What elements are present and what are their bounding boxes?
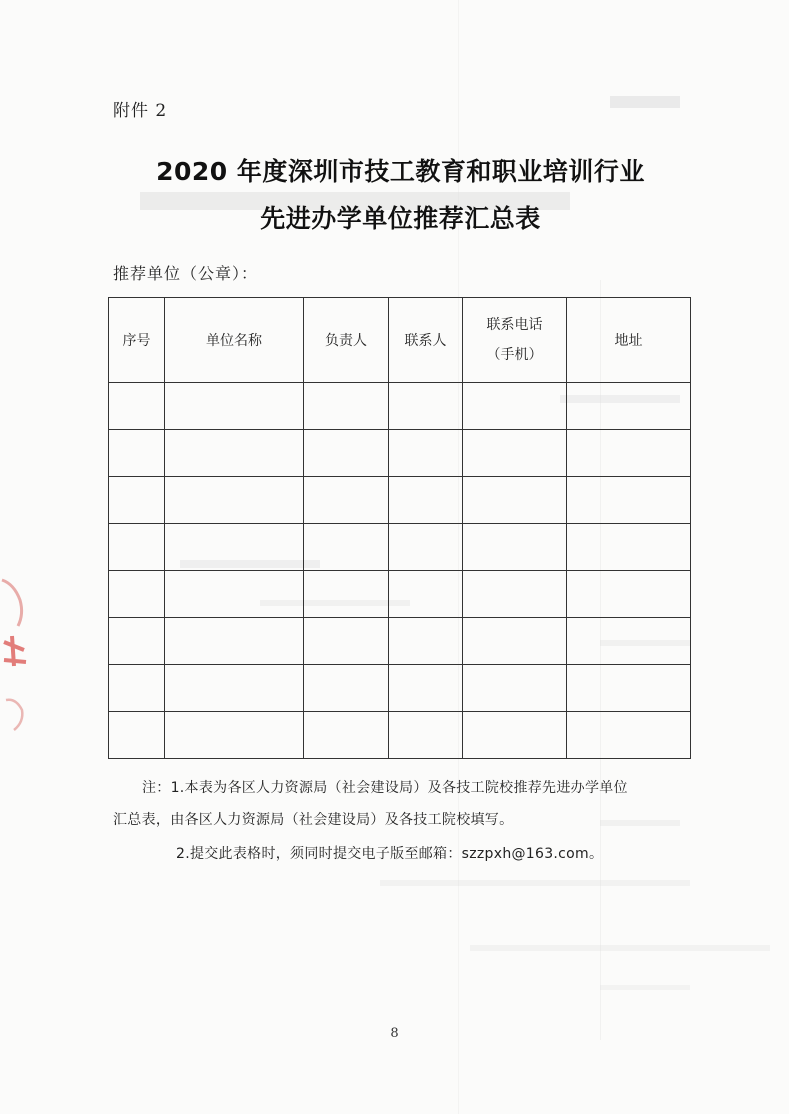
cell-head[interactable] (304, 430, 389, 477)
cell-unit-name[interactable] (165, 571, 304, 618)
column-header-head: 负责人 (304, 298, 389, 383)
cell-seq[interactable] (109, 712, 165, 759)
table-row (109, 571, 691, 618)
cell-contact[interactable] (389, 618, 463, 665)
cell-head[interactable] (304, 477, 389, 524)
cell-contact[interactable] (389, 430, 463, 477)
cell-unit-name[interactable] (165, 524, 304, 571)
cell-unit-name[interactable] (165, 477, 304, 524)
cell-unit-name[interactable] (165, 712, 304, 759)
cell-phone[interactable] (463, 665, 567, 712)
column-header-phone-line2: （手机） (486, 347, 543, 363)
bleed-through-mark (610, 96, 680, 108)
column-header-seq: 序号 (109, 298, 165, 383)
cell-contact[interactable] (389, 477, 463, 524)
page-number: 8 (390, 1026, 399, 1041)
table-row (109, 383, 691, 430)
table-row (109, 712, 691, 759)
cell-address[interactable] (567, 712, 691, 759)
cell-address[interactable] (567, 665, 691, 712)
cell-contact[interactable] (389, 665, 463, 712)
cell-address[interactable] (567, 618, 691, 665)
cell-phone[interactable] (463, 712, 567, 759)
cell-address[interactable] (567, 524, 691, 571)
cell-address[interactable] (567, 571, 691, 618)
attachment-label: 附件 2 (113, 101, 168, 121)
note-2: 2.提交此表格时，须同时提交电子版至邮箱：szzpxh@163.com。 (176, 846, 604, 862)
cell-phone[interactable] (463, 524, 567, 571)
column-header-unit-name: 单位名称 (165, 298, 304, 383)
cell-contact[interactable] (389, 383, 463, 430)
cell-contact[interactable] (389, 712, 463, 759)
cell-seq[interactable] (109, 618, 165, 665)
cell-seq[interactable] (109, 571, 165, 618)
cell-unit-name[interactable] (165, 618, 304, 665)
document-title-line2: 先进办学单位推荐汇总表 (260, 204, 541, 233)
cell-address[interactable] (567, 430, 691, 477)
cell-phone[interactable] (463, 430, 567, 477)
recommending-unit-label: 推荐单位（公章）： (113, 264, 259, 283)
cell-phone[interactable] (463, 477, 567, 524)
cell-seq[interactable] (109, 524, 165, 571)
table-row (109, 665, 691, 712)
cell-seq[interactable] (109, 383, 165, 430)
column-header-phone-line1: 联系电话 (486, 317, 543, 333)
cell-unit-name[interactable] (165, 665, 304, 712)
red-seal-fragment (0, 570, 30, 750)
cell-seq[interactable] (109, 430, 165, 477)
cell-phone[interactable] (463, 618, 567, 665)
cell-contact[interactable] (389, 524, 463, 571)
note-1-line1: 注：1.本表为各区人力资源局（社会建设局）及各技工院校推荐先进办学单位 (142, 780, 628, 796)
recommendation-summary-table (108, 297, 691, 759)
cell-head[interactable] (304, 524, 389, 571)
bleed-through-mark (470, 945, 770, 951)
cell-head[interactable] (304, 571, 389, 618)
cell-seq[interactable] (109, 665, 165, 712)
bleed-through-mark (380, 880, 690, 886)
bleed-through-mark (600, 985, 690, 990)
cell-unit-name[interactable] (165, 383, 304, 430)
cell-unit-name[interactable] (165, 430, 304, 477)
cell-address[interactable] (567, 477, 691, 524)
table-header-row (109, 298, 691, 383)
column-header-address: 地址 (567, 298, 691, 383)
column-header-contact: 联系人 (389, 298, 463, 383)
cell-seq[interactable] (109, 477, 165, 524)
table-row (109, 430, 691, 477)
column-header-phone (463, 298, 567, 383)
cell-phone[interactable] (463, 571, 567, 618)
note-1-line2: 汇总表，由各区人力资源局（社会建设局）及各技工院校填写。 (113, 812, 514, 828)
table-row (109, 477, 691, 524)
cell-head[interactable] (304, 712, 389, 759)
table-row (109, 524, 691, 571)
table-body (109, 383, 691, 759)
cell-phone[interactable] (463, 383, 567, 430)
cell-address[interactable] (567, 383, 691, 430)
cell-head[interactable] (304, 618, 389, 665)
cell-head[interactable] (304, 665, 389, 712)
cell-head[interactable] (304, 383, 389, 430)
bleed-through-mark (600, 820, 680, 826)
document-title-line1: 2020 年度深圳市技工教育和职业培训行业 (156, 157, 645, 186)
cell-contact[interactable] (389, 571, 463, 618)
table-row (109, 618, 691, 665)
